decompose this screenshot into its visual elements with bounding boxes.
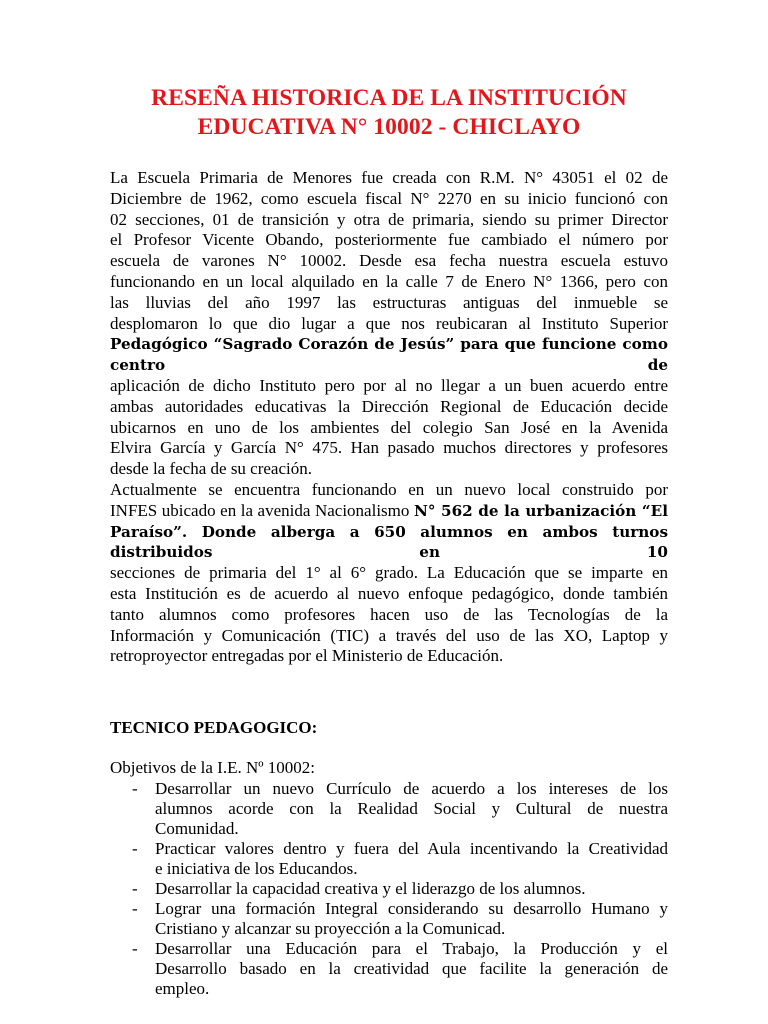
current-line: Actualmente se encuentra funcionando en un nuevo local construido por	[110, 479, 668, 499]
history-line: desplomaron lo que dio lugar a que nos reubicaran al Instituto Superior	[110, 313, 668, 333]
history-paragraph	[110, 168, 668, 480]
objectives-intro: Objetivos de la I.E. Nº 10002:	[110, 758, 315, 778]
bullet-dash: -	[132, 898, 138, 918]
bullet-dash: -	[132, 838, 138, 858]
current-line: retroproyector entregadas por el Ministerio de Educación.	[110, 646, 504, 666]
history-line: La Escuela Primaria de Menores fue creada con R.M. N° 43051 el 02 de	[110, 168, 668, 187]
history-line: el Profesor Vicente Obando, posteriormente fue cambiado el número por	[110, 230, 668, 250]
history-line-bold: Pedagógico “Sagrado Corazón de Jesús” para que funcione como centro de	[110, 335, 668, 375]
objective-line: Lograr una formación Integral considerando su desarrollo Humano y	[155, 898, 668, 918]
bullet-dash: -	[132, 938, 138, 958]
objective-item	[110, 779, 668, 839]
objective-line: Desarrollo basado en la creatividad que facilite la generación de	[155, 958, 668, 978]
history-line: ubicarnos en uno de los ambientes del colegio San José en la Avenida	[110, 417, 668, 437]
title-line-2: EDUCATIVA N° 10002 - CHICLAYO	[197, 114, 581, 140]
bullet-dash: -	[132, 878, 138, 898]
history-line: las lluvias del año 1997 las estructuras antiguas del inmueble se	[110, 292, 668, 312]
objective-line: Desarrollar un nuevo Currículo de acuerdo a los intereses de los	[155, 778, 668, 798]
current-line-bold: Paraíso”. Donde alberga a 650 alumnos en ambos turnos distribuidos en 10	[110, 522, 668, 562]
current-line: esta Institución es de acuerdo al nuevo enfoque pedagógico, donde también	[110, 583, 668, 603]
objective-line: Practicar valores dentro y fuera del Aula incentivando la Creatividad	[155, 838, 668, 858]
current-line: Información y Comunicación (TIC) a través del uso de las XO, Laptop y	[110, 625, 668, 645]
bullet-dash: -	[132, 778, 138, 798]
objective-line: Desarrollar una Educación para el Trabajo, la Producción y el	[155, 938, 668, 958]
current-line-part: INFES ubicado en la avenida Nacionalismo	[110, 500, 410, 520]
objective-line: Desarrollar la capacidad creativa y el liderazgo de los alumnos.	[155, 878, 586, 898]
objective-item	[110, 839, 668, 879]
history-line: escuela de varones N° 10002. Desde esa fecha nuestra escuela estuvo	[110, 251, 668, 271]
objective-line: Cristiano y alcanzar su proyección a la Comunicad.	[155, 918, 506, 938]
objective-line: alumnos acorde con la Realidad Social y Cultural de nuestra	[155, 798, 668, 818]
objectives-list	[110, 779, 668, 999]
current-paragraph	[110, 480, 668, 667]
objective-line: Comunidad.	[155, 818, 239, 838]
objective-line: empleo.	[155, 978, 210, 998]
current-line: tanto alumnos como profesores hacen uso de las Tecnologías de la	[110, 604, 668, 624]
history-line: aplicación de dicho Instituto pero por al no llegar a un buen acuerdo entre	[110, 375, 668, 395]
history-line: Diciembre de 1962, como escuela fiscal N° 2270 en su inicio funcionó con	[110, 188, 668, 208]
history-line: funcionando en un local alquilado en la calle 7 de Enero N° 1366, pero con	[110, 271, 668, 291]
history-line: 02 secciones, 01 de transición y otra de primaria, siendo su primer Director	[110, 209, 668, 229]
document-title	[110, 84, 668, 142]
current-line-mixed	[110, 501, 668, 522]
current-line: secciones de primaria del 1° al 6° grado. La Educación que se imparte en	[110, 563, 668, 583]
history-line: desde la fecha de su creación.	[110, 459, 312, 479]
history-line: ambas autoridades educativas la Dirección Regional de Educación decide	[110, 396, 668, 416]
history-line: Elvira García y García N° 475. Han pasado muchos directores y profesores	[110, 438, 668, 458]
current-line-bold-part: N° 562 de la urbanización “El	[413, 501, 669, 520]
objective-item	[110, 939, 668, 999]
objective-item	[110, 879, 668, 899]
title-line-1: RESEÑA HISTORICA DE LA INSTITUCIÓN	[151, 85, 627, 111]
objective-line: e iniciativa de los Educandos.	[155, 858, 358, 878]
section-heading: TECNICO PEDAGOGICO:	[110, 718, 318, 738]
objective-item	[110, 899, 668, 939]
